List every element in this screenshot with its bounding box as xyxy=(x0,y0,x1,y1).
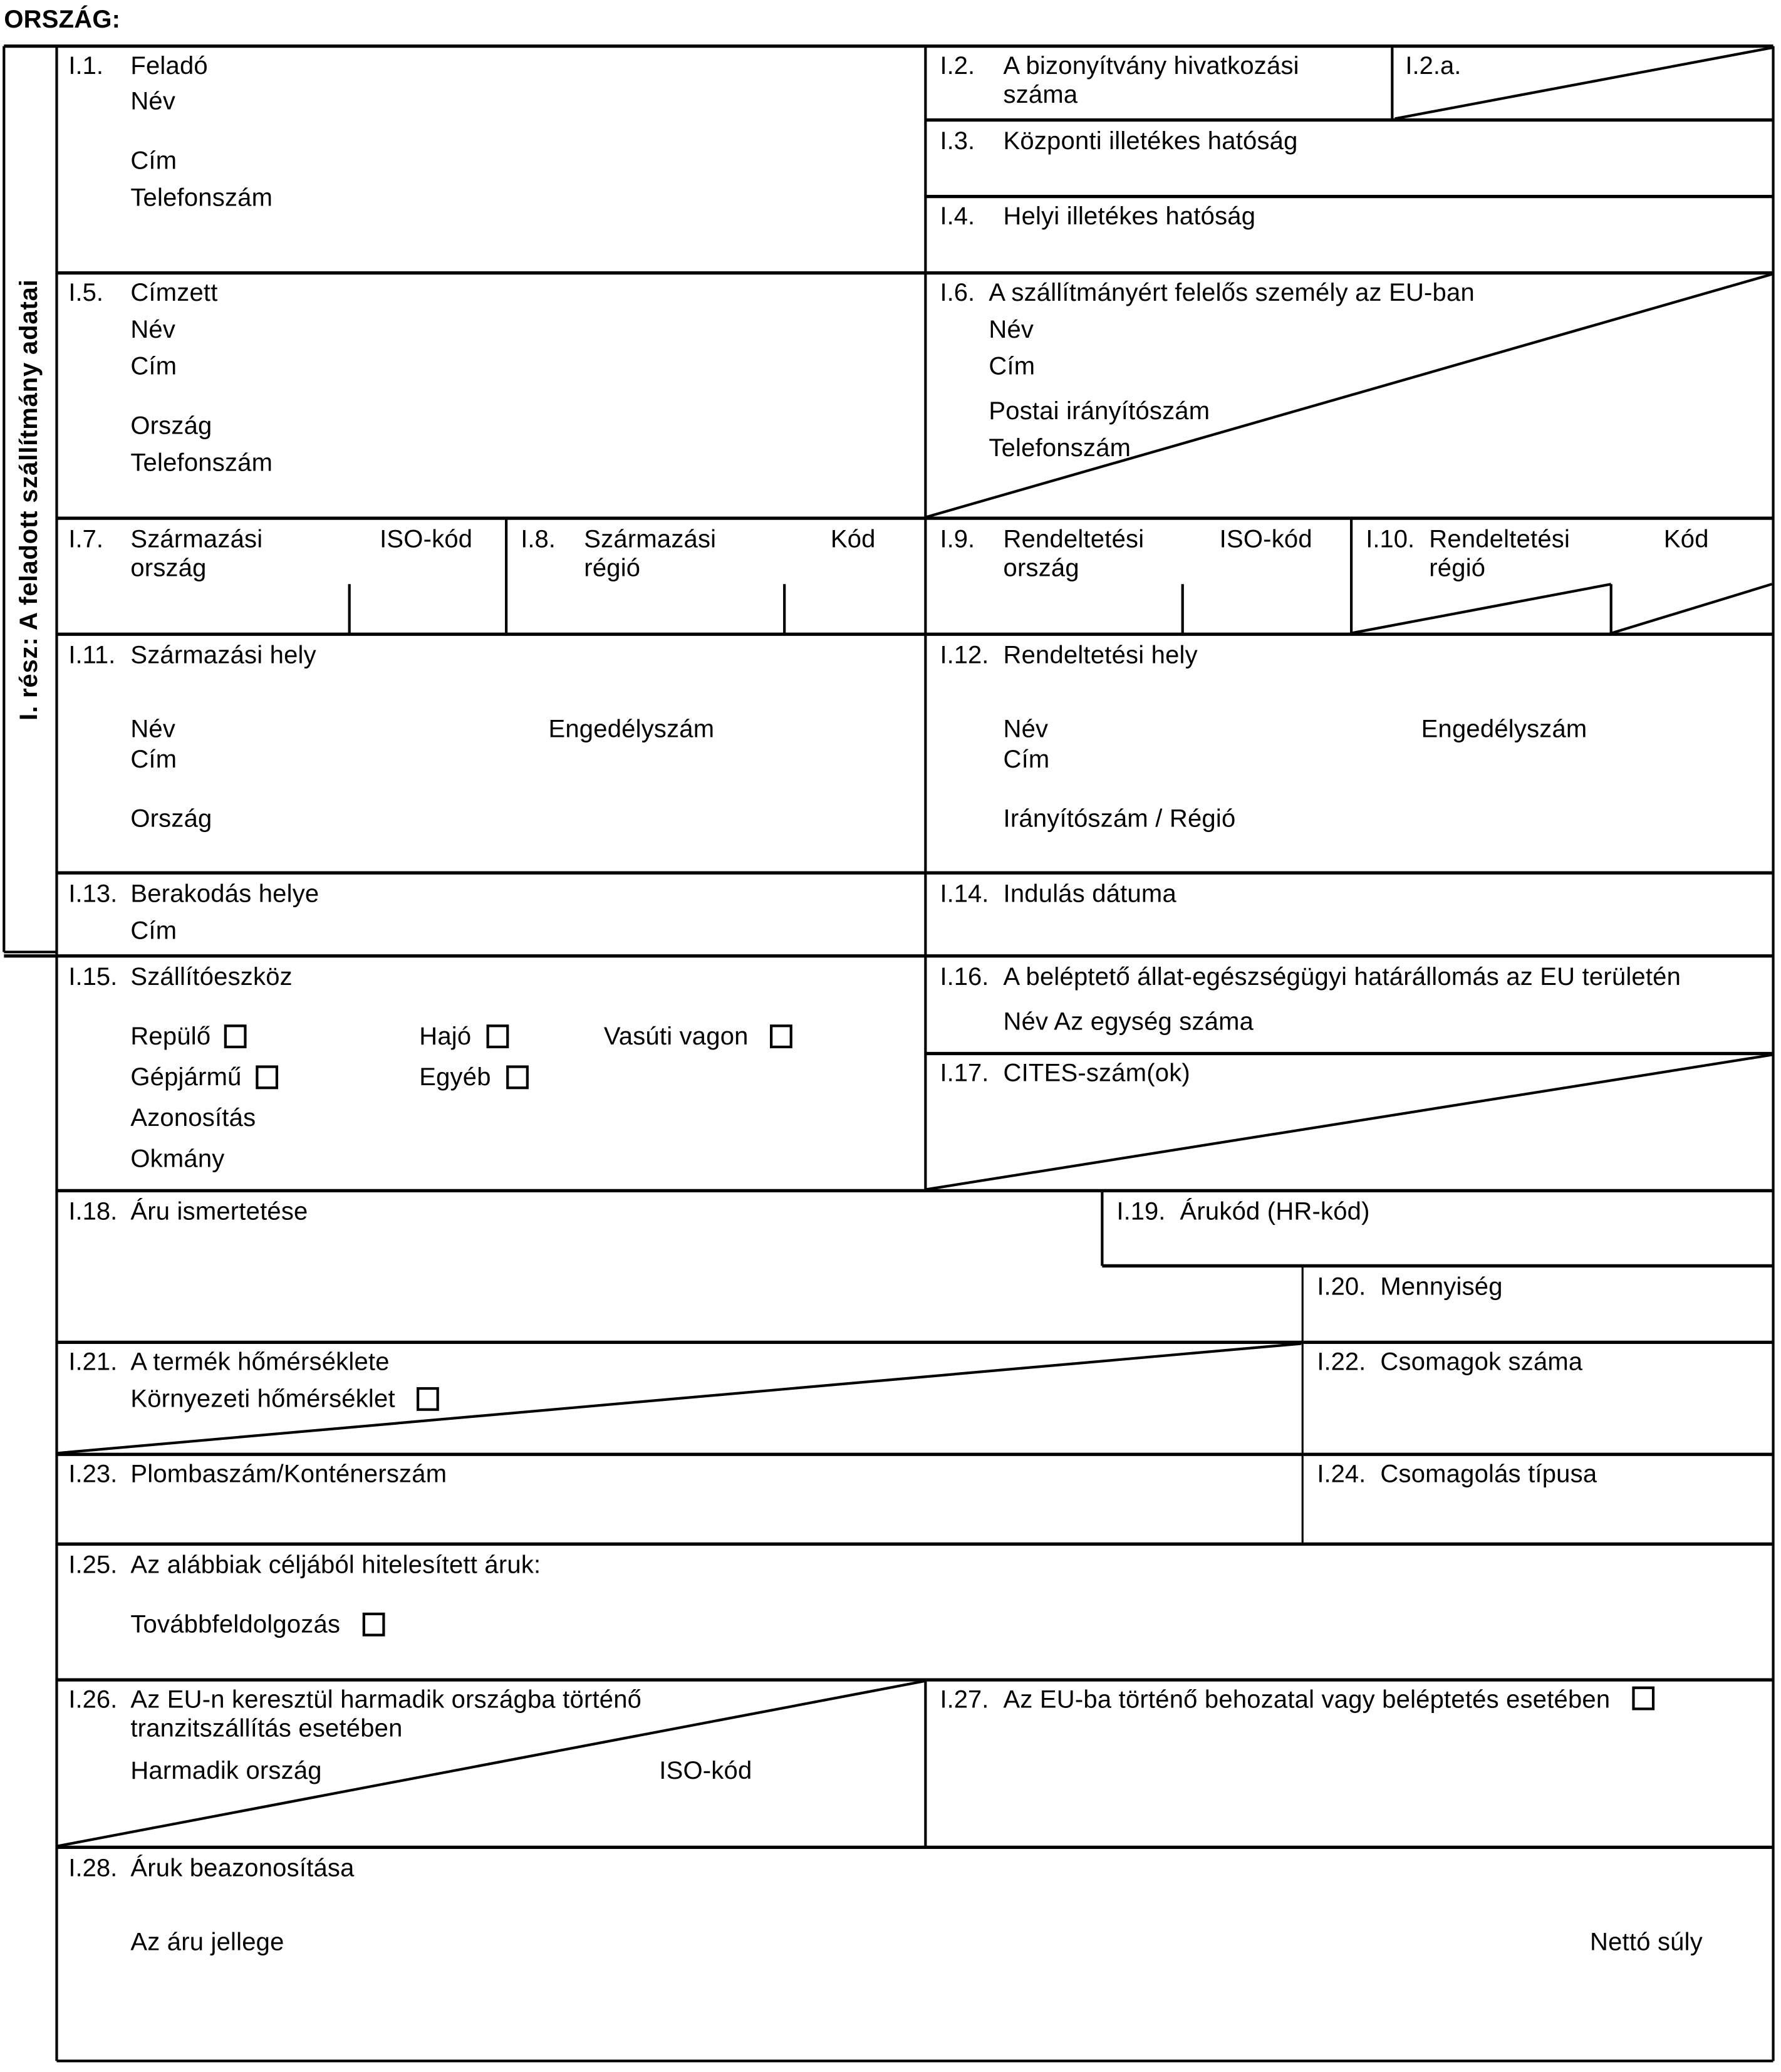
field-title: Csomagolás típusa xyxy=(1380,1460,1597,1489)
field-title: Származási hely xyxy=(130,642,316,670)
origin-country-label: Ország xyxy=(130,805,212,834)
further-processing-label: Továbbfeldolgozás xyxy=(130,1611,341,1639)
field-number: I.7. xyxy=(68,526,104,554)
field-number: I.11. xyxy=(68,642,116,670)
field-title: Származási xyxy=(584,526,717,554)
consignee-name-label: Név xyxy=(130,316,176,345)
field-number: I.9. xyxy=(940,526,975,554)
import-admission-checkbox[interactable] xyxy=(1632,1687,1654,1710)
field-title: Berakodás helye xyxy=(130,880,319,909)
iso-code-label: ISO-kód xyxy=(380,526,473,554)
field-title: Plombaszám/Konténerszám xyxy=(130,1460,447,1489)
field-number: I.18. xyxy=(68,1198,118,1227)
field-number: I.20. xyxy=(1317,1273,1366,1302)
field-number: I.17. xyxy=(940,1060,989,1088)
field-number: I.26. xyxy=(68,1686,118,1714)
transport-ship-checkbox[interactable] xyxy=(487,1024,509,1048)
field-title: CITES-szám(ok) xyxy=(1003,1060,1190,1088)
field-number: I.21. xyxy=(68,1348,118,1377)
transport-ship-label: Hajó xyxy=(419,1023,472,1051)
origin-name-label: Név xyxy=(130,716,176,744)
field-title: Származási xyxy=(130,526,263,554)
field-title: Rendeltetési xyxy=(1429,526,1571,554)
consignee-phone-label: Telefonszám xyxy=(130,449,273,477)
transport-identification-label: Azonosítás xyxy=(130,1105,256,1133)
field-title: Feladó xyxy=(130,53,208,81)
field-title: Szállítóeszköz xyxy=(130,964,293,992)
field-number: I.3. xyxy=(940,128,975,156)
field-number: I.12. xyxy=(940,642,989,670)
section-side-label xyxy=(5,46,55,952)
loading-address-label: Cím xyxy=(130,917,177,945)
net-weight-label: Nettó súly xyxy=(1590,1929,1703,1957)
consignor-name-label: Név xyxy=(130,88,176,117)
bip-name-unit-label: Név Az egység száma xyxy=(1003,1008,1254,1037)
field-title: Indulás dátuma xyxy=(1003,880,1176,909)
consignee-country-label: Ország xyxy=(130,412,212,440)
field-number: I.2.a. xyxy=(1405,53,1462,81)
section-side-label-text: I. rész: A feladott szállítmány adatai xyxy=(16,278,44,720)
transport-other-label: Egyéb xyxy=(419,1064,491,1092)
field-title: Központi illetékes hatóság xyxy=(1003,128,1298,156)
origin-address-label: Cím xyxy=(130,746,177,774)
field-number: I.1. xyxy=(68,53,104,81)
field-title: Áruk beazonosítása xyxy=(130,1855,355,1883)
consignor-phone-label: Telefonszám xyxy=(130,184,273,212)
field-title: Az EU-ba történő behozatal vagy beléptetés esetében xyxy=(1003,1686,1611,1714)
code-label: Kód xyxy=(1663,526,1709,554)
further-processing-checkbox[interactable] xyxy=(363,1613,385,1637)
responsible-postcode-label: Postai irányítószám xyxy=(989,398,1210,426)
field-number: I.13. xyxy=(68,880,118,909)
field-number: I.25. xyxy=(68,1551,118,1580)
iso-code-label: ISO-kód xyxy=(659,1757,752,1786)
transport-rail-checkbox[interactable] xyxy=(770,1024,792,1048)
field-title-line2: régió xyxy=(584,554,641,583)
transport-document-label: Okmány xyxy=(130,1145,225,1174)
field-number: I.10. xyxy=(1366,526,1415,554)
field-number: I.15. xyxy=(68,964,118,992)
ambient-temperature-label: Környezeti hőmérséklet xyxy=(130,1385,395,1414)
transport-plane-label: Repülő xyxy=(130,1023,211,1051)
field-number: I.4. xyxy=(940,203,975,231)
field-number: I.5. xyxy=(68,279,104,308)
consignee-address-label: Cím xyxy=(130,353,177,382)
field-title-line2: ország xyxy=(130,554,207,583)
transport-plane-checkbox[interactable] xyxy=(224,1024,247,1048)
iso-code-label: ISO-kód xyxy=(1219,526,1312,554)
responsible-phone-label: Telefonszám xyxy=(989,435,1131,463)
field-title-line2: tranzitszállítás esetében xyxy=(130,1715,403,1744)
field-title: Árukód (HR-kód) xyxy=(1180,1198,1370,1227)
field-title: Mennyiség xyxy=(1380,1273,1503,1302)
destination-address-label: Cím xyxy=(1003,746,1050,774)
third-country-label: Harmadik ország xyxy=(130,1757,322,1786)
transport-vehicle-checkbox[interactable] xyxy=(256,1065,278,1089)
field-title-line2: ország xyxy=(1003,554,1079,583)
destination-postcode-label: Irányítószám / Régió xyxy=(1003,805,1236,834)
country-header: ORSZÁG: xyxy=(4,6,121,34)
field-title-line2: régió xyxy=(1429,554,1486,583)
field-title: Címzett xyxy=(130,279,218,308)
field-number: I.23. xyxy=(68,1460,118,1489)
field-title: Rendeltetési hely xyxy=(1003,642,1198,670)
nature-of-goods-label: Az áru jellege xyxy=(130,1929,284,1957)
field-title: Az EU-n keresztül harmadik országba történő xyxy=(130,1686,642,1714)
field-number: I.19. xyxy=(1116,1198,1166,1227)
transport-rail-label: Vasúti vagon xyxy=(603,1023,749,1051)
origin-approval-label: Engedélyszám xyxy=(548,716,715,744)
field-number: I.6. xyxy=(940,279,975,308)
field-number: I.22. xyxy=(1317,1348,1366,1377)
code-label: Kód xyxy=(830,526,876,554)
field-number: I.28. xyxy=(68,1855,118,1883)
field-title: Csomagok száma xyxy=(1380,1348,1583,1377)
field-number: I.14. xyxy=(940,880,989,909)
field-title: A beléptető állat-egészségügyi határállomás az EU területén xyxy=(1003,964,1681,992)
consignor-address-label: Cím xyxy=(130,147,177,175)
field-title: Az alábbiak céljából hitelesített áruk: xyxy=(130,1551,541,1580)
field-title: A termék hőmérséklete xyxy=(130,1348,390,1377)
field-title: Rendeltetési xyxy=(1003,526,1145,554)
transport-other-checkbox[interactable] xyxy=(506,1065,529,1089)
field-title-line2: száma xyxy=(1003,81,1078,110)
field-title: Helyi illetékes hatóság xyxy=(1003,203,1256,231)
responsible-name-label: Név xyxy=(989,316,1034,345)
field-number: I.2. xyxy=(940,53,975,81)
field-number: I.16. xyxy=(940,964,989,992)
field-number: I.8. xyxy=(521,526,556,554)
transport-vehicle-label: Gépjármű xyxy=(130,1064,242,1092)
responsible-address-label: Cím xyxy=(989,353,1036,382)
field-title: Áru ismertetése xyxy=(130,1198,308,1227)
field-title: A bizonyítvány hivatkozási xyxy=(1003,53,1299,81)
field-title: A szállítmányért felelős személy az EU-ban xyxy=(989,279,1475,308)
field-number: I.27. xyxy=(940,1686,989,1714)
destination-approval-label: Engedélyszám xyxy=(1421,716,1587,744)
field-number: I.24. xyxy=(1317,1460,1366,1489)
destination-name-label: Név xyxy=(1003,716,1049,744)
ambient-temperature-checkbox[interactable] xyxy=(417,1387,439,1411)
